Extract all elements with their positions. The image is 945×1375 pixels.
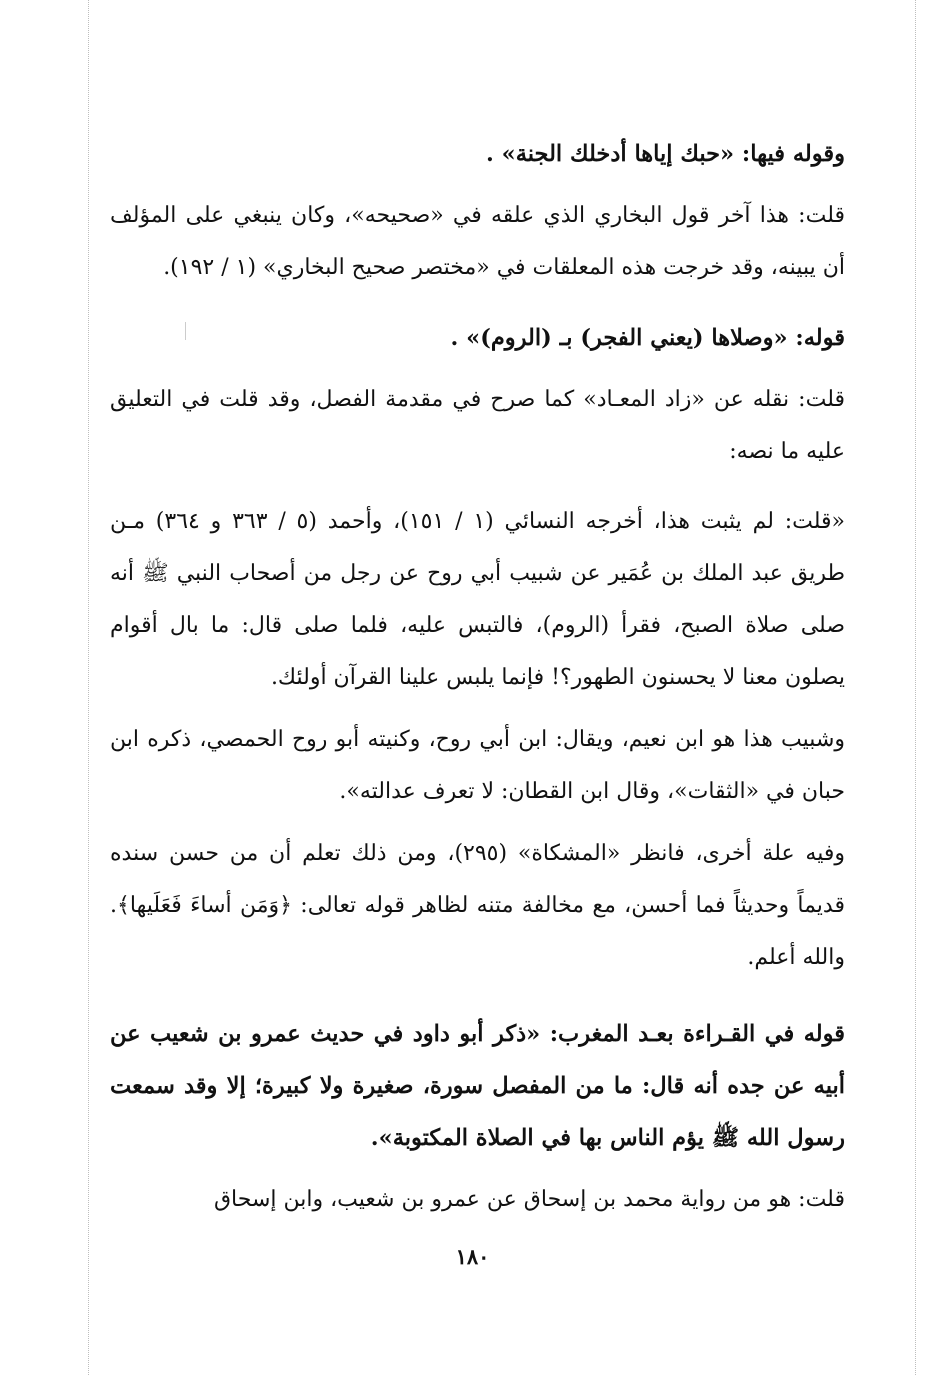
quoted-note-paragraph-2: وشبيب هذا هو ابن نعيم، ويقال: ابن أبي روح، وكنيته أبو روح الحمصي، ذكره ابن حبان في «الثقات»، وقال ابن القطان: لا تعرف عدالته». — [110, 727, 845, 804]
heading-quote-2: قوله: «وصلاها (يعني الفجر) بـ (الروم)» . — [450, 325, 845, 351]
commentary-paragraph-4: قلت: هو من رواية محمد بن إسحاق عن عمرو بن شعيب، وابن إسحاق — [213, 1187, 845, 1212]
page-number: ١٨٠ — [455, 1244, 490, 1269]
commentary-paragraph-1: قلت: هذا آخر قول البخاري الذي علقه في «صحيحه»، وكان ينبغي على المؤلف أن يبينه، وقد خرجت هذه المعلقات في «مختصر صحيح البخاري» (١ / ١٩٢). — [110, 203, 845, 280]
scan-left-edge — [88, 0, 89, 1375]
commentary-paragraph-3: وفيه علة أخرى، فانظر «المشكاة» (٢٩٥)، ومن ذلك تعلم أن من حسن سنده قديماً وحديثاً فما أحسن، مع مخالفة متنه لظاهر قوله تعالى: ﴿وَمَن أساءَ فَعَلَيها﴾. والله أعلم. — [110, 841, 845, 970]
commentary-paragraph-2: قلت: نقله عن «زاد المعـاد» كما صرح في مقدمة الفصل، وقد قلت في التعليق عليه ما نصه: — [110, 387, 845, 464]
scan-right-edge — [915, 0, 916, 1375]
heading-quote-1: وقوله فيها: «حبك إياها أدخلك الجنة» . — [485, 141, 845, 167]
heading-quote-3: قوله في القـراءة بعـد المغرب: «ذكر أبو داود في حديث عمرو بن شعيب عن أبيه عن جده أنه قال: ما من المفصل سورة، صغيرة ولا كبيرة؛ إلا وقد سمعت رسول الله ﷺ يؤم الناس بها في الصلاة المكتوبة». — [110, 1021, 845, 1151]
body-text — [110, 128, 845, 1226]
quoted-note-paragraph-1: «قلت: لم يثبت هذا، أخرجه النسائي (١ / ١٥١)، وأحمد (٥ / ٣٦٣ و ٣٦٤) مـن طريق عبد الملك بن عُمَير عن شبيب أبي روح عن رجل من أصحاب النبي ﷺ أنه صلى صلاة الصبح، فقرأ (الروم)، فالتبس عليه، فلما صلى قال: ما بال أقوام يصلون معنا لا يحسنون الطهور؟! فإنما يلبس علينا القرآن أولئك. — [110, 509, 846, 690]
